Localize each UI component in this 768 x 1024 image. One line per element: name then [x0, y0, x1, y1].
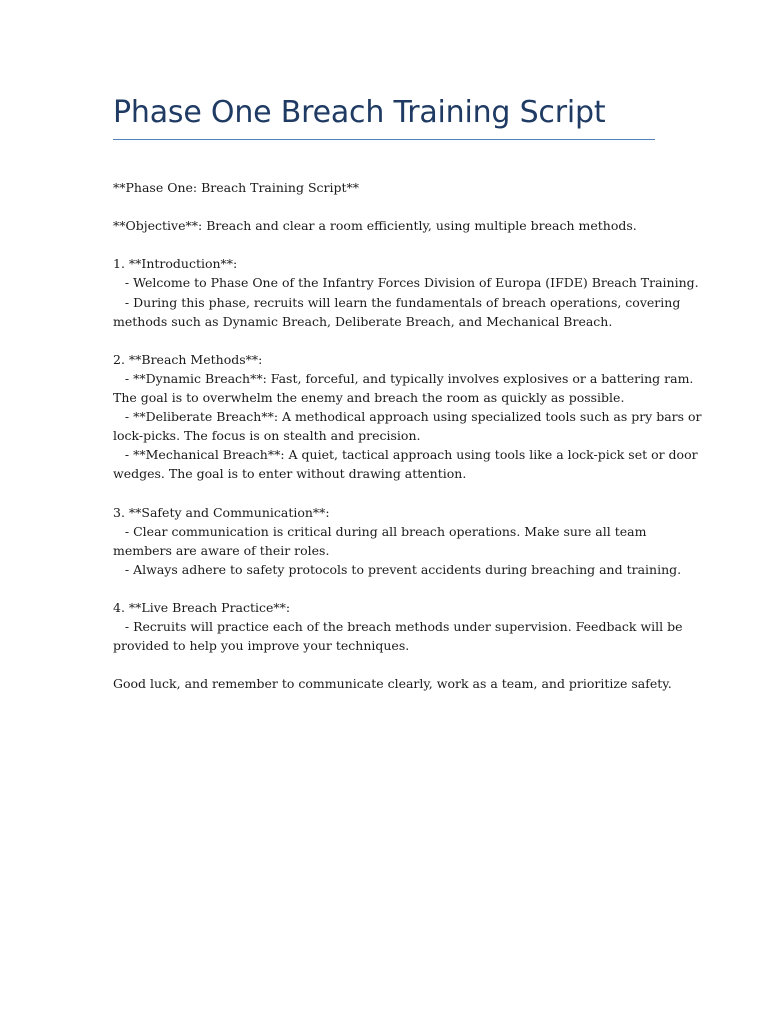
body-line: - **Dynamic Breach**: Fast, forceful, and typically involves explosives or a battering ram. [113, 370, 694, 386]
document-title: Phase One Breach Training Script [113, 95, 606, 130]
body-line: - Clear communication is critical during all breach operations. Make sure all team [113, 523, 647, 539]
blank-line [113, 579, 661, 598]
body-line: methods such as Dynamic Breach, Deliberate Breach, and Mechanical Breach. [113, 313, 613, 329]
blank-line [113, 197, 661, 216]
body-line: - Recruits will practice each of the breach methods under supervision. Feedback will be [113, 619, 683, 635]
body-line: - Always adhere to safety protocols to prevent accidents during breaching and training. [113, 561, 682, 577]
body-line: - **Mechanical Breach**: A quiet, tactical approach using tools like a lock-pick set or door [113, 447, 698, 463]
closing-line: Good luck, and remember to communicate clearly, work as a team, and prioritize safety. [113, 676, 672, 692]
blank-line [113, 655, 661, 674]
blank-line [113, 331, 661, 350]
section-heading: 4. **Live Breach Practice**: [113, 600, 291, 616]
document-body [113, 178, 702, 694]
body-line: - During this phase, recruits will learn the fundamentals of breach operations, covering [113, 294, 681, 310]
section-heading: 2. **Breach Methods**: [113, 351, 263, 367]
section-heading: 1. **Introduction**: [113, 256, 238, 272]
blank-line [113, 484, 661, 503]
body-line: **Phase One: Breach Training Script** [113, 180, 360, 195]
body-line: provided to help you improve your techniques. [113, 638, 410, 654]
body-line: wedges. The goal is to enter without drawing attention. [113, 466, 467, 482]
body-line: members are aware of their roles. [113, 542, 330, 558]
section-heading: 3. **Safety and Communication**: [113, 504, 330, 520]
body-line: The goal is to overwhelm the enemy and breach the room as quickly as possible. [113, 390, 625, 406]
body-line: - **Deliberate Breach**: A methodical approach using specialized tools such as pry bars or [113, 409, 702, 425]
body-line: lock-picks. The focus is on stealth and precision. [113, 428, 421, 444]
title-underline-rule [113, 139, 655, 140]
blank-line [113, 235, 661, 254]
body-line: **Objective**: Breach and clear a room efficiently, using multiple breach methods. [113, 218, 637, 234]
body-line: - Welcome to Phase One of the Infantry Forces Division of Europa (IFDE) Breach Training. [113, 275, 699, 291]
